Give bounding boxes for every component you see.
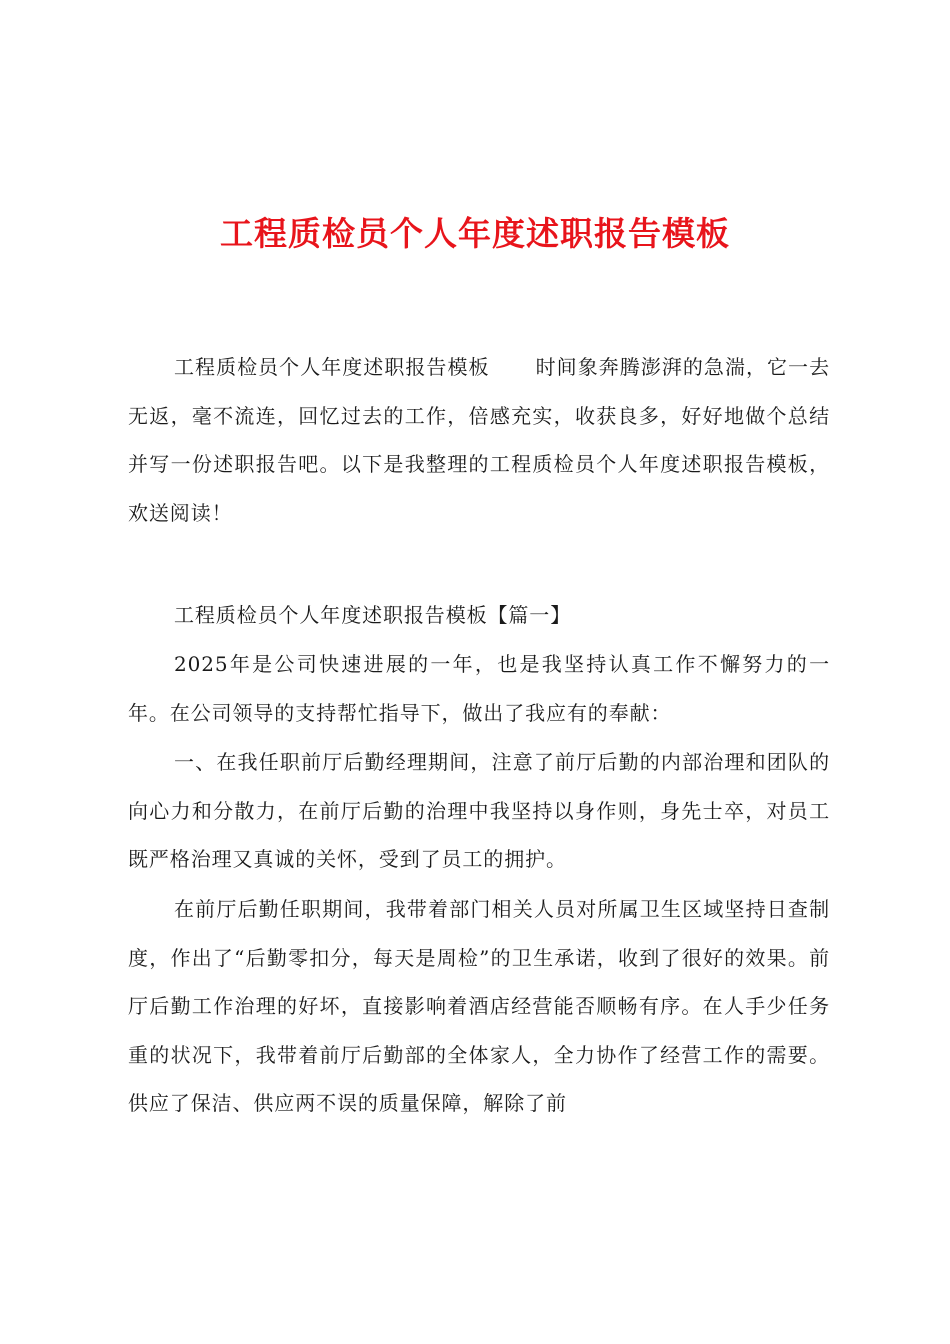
intro-paragraph bbox=[128, 343, 830, 537]
section-heading: 工程质检员个人年度述职报告模板【篇一】 bbox=[174, 603, 572, 627]
intro-lead: 工程质检员个人年度述职报告模板 bbox=[174, 355, 490, 379]
body-paragraph: 2025年是公司快速进展的一年，也是我坚持认真工作不懈努力的一年。在公司领导的支持帮忙指导下，做出了我应有的奉献： bbox=[128, 652, 830, 725]
body-paragraph: 一、在我任职前厅后勤经理期间，注意了前厅后勤的内部治理和团队的向心力和分散力，在前厅后勤的治理中我坚持以身作则，身先士卒，对员工既严格治理又真诚的关怀，受到了员工的拥护。 bbox=[128, 750, 830, 871]
body-paragraph: 在前厅后勤任职期间，我带着部门相关人员对所属卫生区域坚持日查制度，作出了“后勤零扣分，每天是周检”的卫生承诺，收到了很好的效果。前厅后勤工作治理的好坏，直接影响着酒店经营能否顺畅有序。在人手少任务重的状况下，我带着前厅后勤部的全体家人，全力协作了经营工作的需要。供应了保洁、供应两不误的质量保障，解除了前 bbox=[128, 897, 830, 1115]
document-title: 工程质检员个人年度述职报告模板 bbox=[220, 214, 730, 253]
intro-text: 时间象奔腾澎湃的急湍，它一去无返，毫不流连，回忆过去的工作，倍感充实，收获良多，好好地做个总结并写一份述职报告吧。以下是我整理的工程质检员个人年度述职报告模板，欢送阅读！ bbox=[128, 355, 830, 525]
